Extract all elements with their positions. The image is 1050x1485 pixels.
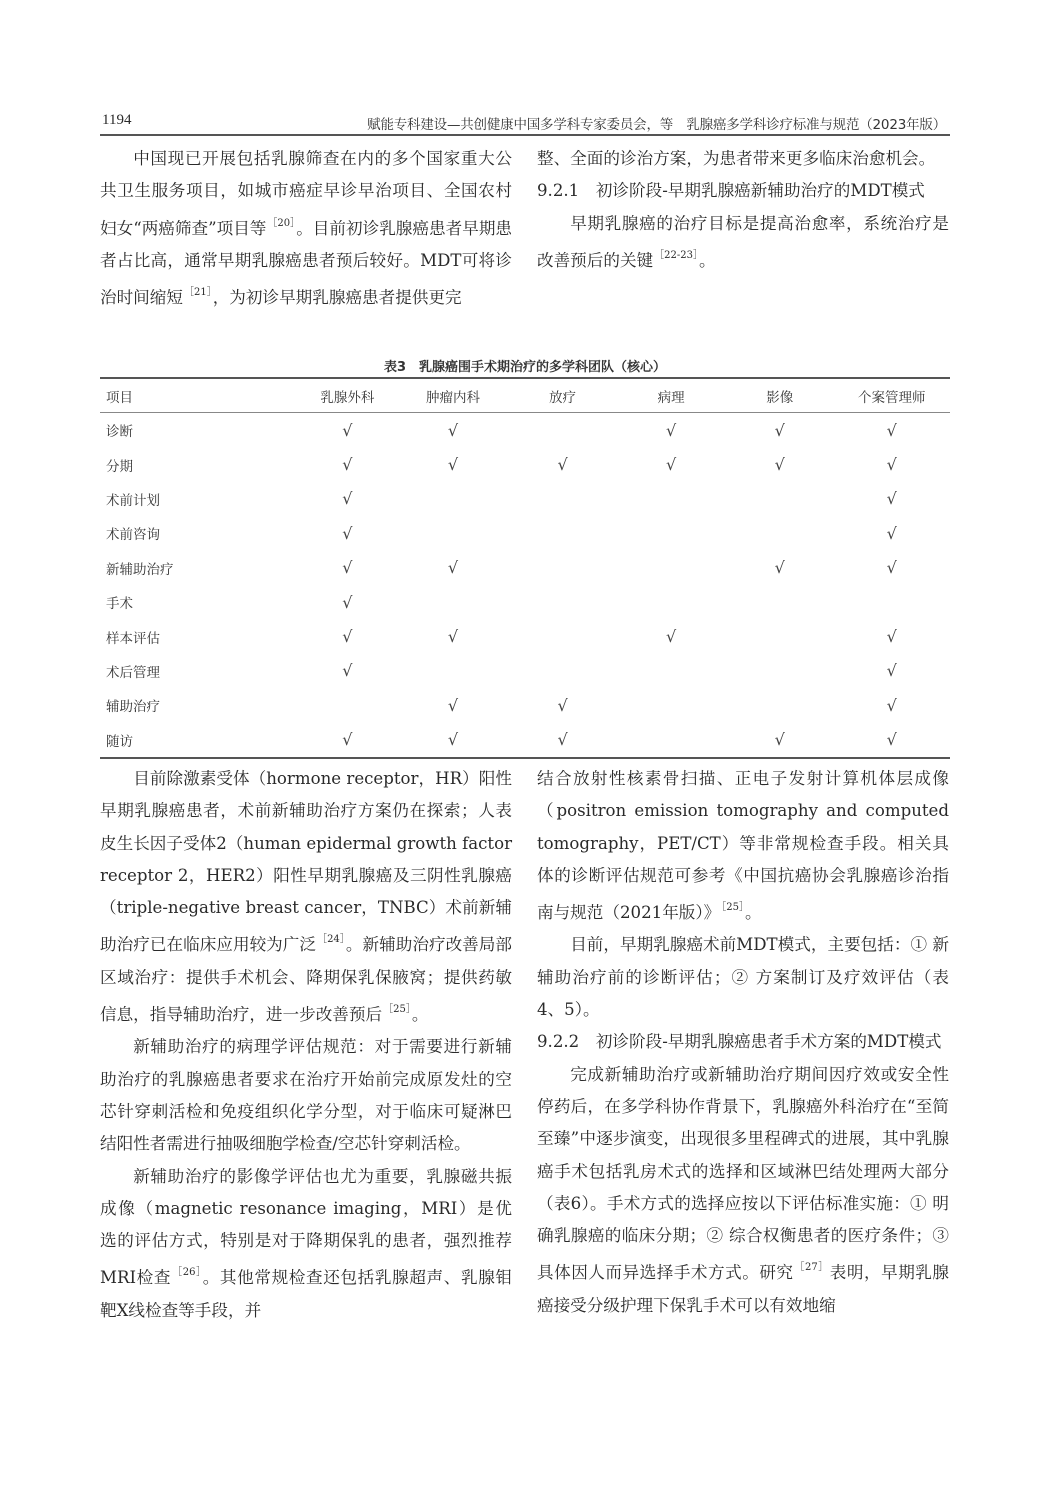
row-label: 手术: [106, 596, 133, 613]
check-icon: √: [342, 455, 353, 475]
text: 。: [698, 250, 716, 270]
check-icon: √: [447, 695, 459, 715]
row-label: 随访: [106, 733, 133, 750]
check-icon: √: [342, 420, 353, 440]
check-icon: [509, 585, 617, 619]
check-icon: [726, 516, 834, 550]
text: 。目前初诊乳腺癌患者早期患者占比高，通常早期乳腺癌患者预后较好。MDT可将诊治时间缩短: [100, 218, 513, 308]
column-header: 项目: [100, 378, 297, 413]
paragraph-continuation: [537, 763, 949, 929]
text: 目前除激素受体（hormone receptor，HR）阳性早期乳腺癌患者，术前新辅助治疗方案仍在探索；人表皮生长因子受体2（human epidermal growth factor receptor 2，HER2）阳性早期乳腺癌及三阴性乳腺癌（triple-negative breast cancer，TNBC）术前新辅助治疗已在临床应用较为广泛: [100, 769, 512, 955]
check-icon: √: [342, 592, 353, 612]
column-left-top: [100, 143, 512, 314]
paragraph-continuation: 整、全面的诊治方案，为患者带来更多临床治愈机会。: [537, 149, 936, 168]
table-row: [100, 516, 950, 550]
row-label: 诊断: [106, 424, 133, 441]
check-icon: √: [447, 420, 459, 440]
check-icon: [397, 654, 509, 688]
check-icon: √: [886, 627, 897, 647]
column-right-top: [537, 143, 949, 277]
paragraph: [537, 1059, 949, 1322]
column-header: 放疗: [509, 378, 617, 413]
table-row: [100, 585, 950, 619]
paragraph: 新辅助治疗的病理学评估规范：对于需要进行新辅助治疗的乳腺癌患者要求在治疗开始前完成原发灶的空芯针穿刺活检和免疫组织化学分型，对于临床可疑淋巴结阳性者需进行抽吸细胞学检查/空芯针穿刺活检。: [100, 1037, 512, 1154]
table-row: [100, 723, 950, 758]
text: ，为初诊早期乳腺癌患者提供更完: [212, 288, 462, 308]
table-row: [100, 688, 950, 722]
section-heading-9-2-2: 9.2.2 初诊阶段-早期乳腺癌患者手术方案的MDT模式: [537, 1032, 942, 1052]
check-icon: [509, 516, 617, 550]
check-icon: √: [774, 730, 785, 750]
column-header: 肿瘤内科: [397, 378, 509, 413]
text: 。新辅助治疗改善局部区域治疗：提供手术机会、降期保乳保腋窝；提供药敏信息，指导辅助治疗，进一步改善预后: [100, 935, 513, 1025]
citation-link[interactable]: ［24］: [317, 934, 345, 946]
column-header: 影像: [726, 378, 834, 413]
citation-link[interactable]: ［20］: [267, 217, 296, 229]
check-icon: √: [447, 627, 459, 647]
check-icon: [616, 654, 726, 688]
check-icon: √: [666, 420, 677, 440]
citation-link[interactable]: ［25］: [383, 1004, 411, 1016]
text: 完成新辅助治疗或新辅助治疗期间因疗效或安全性停药后，在多学科协作背景下，乳腺癌外科治疗在“至简至臻”中逐步演变，出现很多里程碑式的进展，其中乳腺癌手术包括乳房术式的选择和区域淋巴结处理两大部分（表6）。手术方式的选择应按以下评估标准实施：① 明确乳腺癌的临床分期；② 综合权衡患者的医疗条件；③ 具体因人而异选择手术方式。研究: [537, 1064, 949, 1283]
check-icon: √: [447, 558, 459, 578]
citation-link[interactable]: ［21］: [183, 287, 212, 299]
citation-link[interactable]: ［26］: [172, 1267, 202, 1279]
check-icon: √: [886, 489, 897, 509]
check-icon: √: [342, 627, 353, 647]
check-icon: [297, 688, 397, 722]
check-icon: [726, 688, 834, 722]
paragraph: 目前，早期乳腺癌术前MDT模式，主要包括：① 新辅助治疗前的诊断评估；② 方案制订及疗效评估（表4、5）。: [537, 935, 949, 1020]
text: 。: [411, 1005, 429, 1025]
citation-link[interactable]: ［25］: [721, 902, 745, 914]
column-left-bottom: [100, 763, 512, 1327]
table-header-row: [100, 378, 950, 413]
check-icon: √: [342, 661, 353, 681]
running-title: 赋能专科建设—共创健康中国多学科专家委员会，等 乳腺癌多学科诊疗标准与规范（2023年版）: [367, 117, 946, 133]
column-header: 乳腺外科: [297, 378, 397, 413]
table-row: [100, 447, 950, 481]
table-row: [100, 619, 950, 653]
check-icon: [509, 619, 617, 653]
check-icon: [726, 482, 834, 516]
check-icon: √: [886, 695, 897, 715]
check-icon: √: [666, 627, 677, 647]
text: 结合放射性核素骨扫描、正电子发射计算机体层成像（positron emission tomography and computed tomography，PET/CT）等非常规检查手段。相关具体的诊断评估规范可参考《中国抗癌协会乳腺癌诊治指南与规范（2021年版）》: [537, 769, 949, 923]
check-icon: √: [557, 695, 568, 715]
paragraph: [100, 1161, 512, 1327]
check-icon: √: [886, 661, 897, 681]
check-icon: √: [557, 455, 568, 475]
check-icon: [616, 688, 726, 722]
column-right-bottom: [537, 763, 949, 1322]
check-icon: √: [342, 730, 353, 750]
row-label: 术后管理: [106, 664, 160, 681]
check-icon: √: [774, 420, 785, 440]
column-header: 病理: [616, 378, 726, 413]
check-icon: [726, 619, 834, 653]
text: 表明，早期乳腺癌接受分级护理下保乳手术可以有效地缩: [537, 1263, 950, 1315]
text: 中国现已开展包括乳腺筛查在内的多个国家重大公共卫生服务项目，如城市癌症早诊早治项目、全国农村妇女“两癌筛查”项目等: [100, 149, 512, 238]
column-header: 个案管理师: [834, 378, 950, 413]
citation-link[interactable]: ［22-23］: [654, 249, 698, 261]
table-caption: 表3 乳腺癌围手术期治疗的多学科团队（核心）: [383, 360, 667, 375]
paragraph: [100, 143, 512, 314]
check-icon: √: [886, 730, 897, 750]
row-label: 新辅助治疗: [106, 561, 174, 578]
check-icon: √: [886, 455, 897, 475]
mdt-team-table: [100, 377, 950, 759]
check-icon: [834, 585, 950, 619]
text: 早期乳腺癌的治疗目标是提高治愈率，系统治疗是改善预后的关键: [537, 213, 949, 270]
check-icon: [509, 551, 617, 585]
check-icon: √: [447, 455, 459, 475]
section-heading-9-2-1: 9.2.1 初诊阶段-早期乳腺癌新辅助治疗的MDT模式: [537, 181, 925, 201]
check-icon: √: [666, 455, 677, 475]
check-icon: [616, 482, 726, 516]
table-row: [100, 413, 950, 448]
check-icon: [509, 413, 617, 448]
check-icon: [509, 482, 617, 516]
row-label: 样本评估: [106, 630, 160, 647]
row-label: 术前计划: [106, 492, 160, 509]
check-icon: [616, 516, 726, 550]
check-icon: √: [774, 558, 785, 578]
text: 新辅助治疗的影像学评估也尤为重要，乳腺磁共振成像（magnetic resonance imaging，MRI）是优选的评估方式，特别是对于降期保乳的患者，强烈推荐MRI检查: [100, 1166, 512, 1288]
check-icon: √: [886, 523, 897, 543]
check-icon: [616, 723, 726, 758]
row-label: 辅助治疗: [106, 699, 160, 716]
row-label: 术前咨询: [106, 527, 160, 544]
check-icon: [616, 551, 726, 585]
check-icon: √: [447, 730, 459, 750]
check-icon: √: [886, 558, 897, 578]
check-icon: √: [886, 420, 897, 440]
check-icon: [509, 654, 617, 688]
check-icon: [397, 516, 509, 550]
paragraph: [100, 763, 512, 1031]
row-label: 分期: [106, 458, 133, 475]
table-row: [100, 551, 950, 585]
table-row: [100, 654, 950, 688]
check-icon: [397, 482, 509, 516]
citation-link[interactable]: ［27］: [794, 1262, 829, 1274]
check-icon: √: [342, 558, 353, 578]
check-icon: √: [774, 455, 785, 475]
check-icon: [397, 585, 509, 619]
check-icon: √: [557, 730, 568, 750]
check-icon: √: [342, 523, 353, 543]
check-icon: √: [342, 489, 353, 509]
table-row: [100, 482, 950, 516]
text: 。: [745, 903, 762, 923]
check-icon: [616, 585, 726, 619]
text: 。其他常规检查还包括乳腺超声、乳腺钼靶X线检查等手段，并: [100, 1268, 513, 1320]
paragraph: [537, 208, 949, 278]
check-icon: [726, 654, 834, 688]
page-number: 1194: [102, 112, 132, 128]
page-header: [100, 110, 950, 136]
check-icon: [726, 585, 834, 619]
